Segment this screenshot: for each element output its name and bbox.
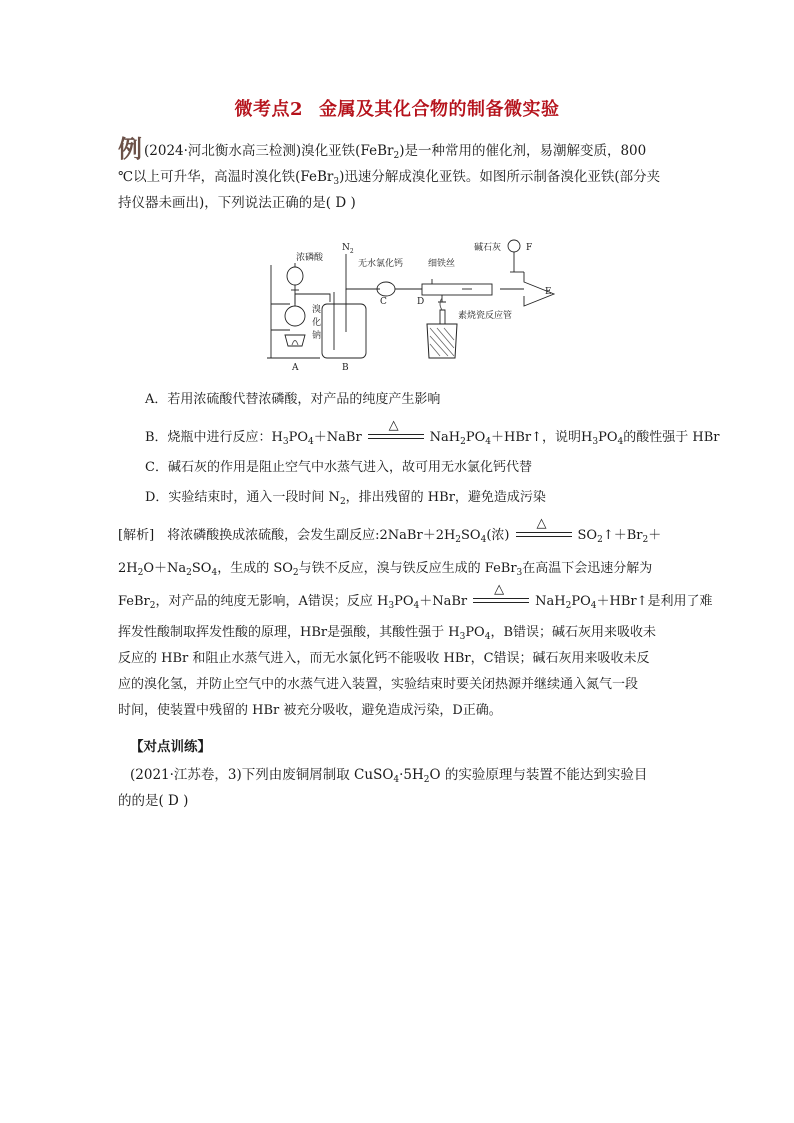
training-heading: 【对点训练】	[130, 739, 211, 755]
example-line-1: 例 (2024·河北衡水高三检测)溴化亚铁(FeBr$_2$)是一种常用的催化剂，易潮解变质，800	[118, 134, 647, 163]
label-A: A	[292, 363, 299, 372]
burner	[427, 298, 457, 358]
analysis-line-3: FeBr$_2$，对产品的纯度无影响，A错误；反应 $H_3PO_4+NaBr$ △ $NaH_2PO_4+HBr↑$是利用了难	[118, 581, 713, 611]
flask-A	[285, 302, 305, 346]
example-line-2: ℃以上可升华，高温时溴化铁(FeBr$_3$)迅速分解成溴化亚铁。如图所示制备溴化亚铁(部分夹	[118, 169, 661, 187]
analysis-line-5: 反应的 HBr 和阻止水蒸气进入，而无水氯化钙不能吸收 HBr，C错误；碱石灰用来吸收未反	[118, 651, 650, 666]
label-nabr-1: 溴	[312, 305, 322, 315]
drying-tube-C	[366, 282, 422, 296]
option-d: D．实验结束时，通入一段时间 $N_2$，排出残留的 HBr，避免造成污染	[145, 490, 546, 507]
example-mark: 例	[118, 134, 142, 163]
analysis-line-7: 时间，使装置中残留的 HBr 被充分吸收，避免造成污染，D正确。	[118, 703, 502, 718]
label-porcelain: 素烧瓷反应管	[458, 311, 513, 321]
option-b: B．烧瓶中进行反应：$H_3PO_4+NaBr$ △ $NaH_2PO_4+HBr↑$，说明$H_3PO_4$的酸性强于 HBr	[145, 417, 720, 447]
analysis-line-1: [解析] 将浓磷酸换成浓硫酸，会发生副反应$:2NaBr+2H_2SO_4$(浓) △ $SO_2↑+Br_2+$	[118, 515, 662, 545]
label-F: F	[526, 243, 533, 253]
label-n2: $N_2$	[342, 243, 354, 255]
analysis-line-6: 应的溴化氢，并防止空气中的水蒸气进入装置，实验结束时要关闭热源并继续通入氮气一段	[118, 677, 639, 692]
label-nabr-2: 化	[312, 318, 322, 328]
answer-options	[145, 385, 720, 513]
label-C: C	[380, 297, 387, 307]
training-line-2: 的的是( D )	[118, 793, 189, 809]
tube-A-B	[295, 294, 330, 302]
heat-arrow: △	[368, 431, 424, 445]
option-c: C．碱石灰的作用是阻止空气中水蒸气进入，故可用无水氯化钙代替	[145, 460, 532, 475]
analysis-line-4: 挥发性酸制取挥发性酸的原理，HBr是强酸，其酸性强于 $H_3PO_4$，B错误；碱石灰用来吸收未	[118, 625, 657, 642]
section-title	[0, 95, 794, 121]
training-line-1: (2021·江苏卷，3)下列由废铜屑制取 $CuSO_4\cdot 5H_2O$ 的实验原理与装置不能达到实验目	[130, 767, 648, 785]
example-question	[118, 136, 678, 216]
title-part1: 微考点2	[234, 99, 304, 120]
analysis	[118, 515, 713, 724]
example-line-3: 持仪器未画出)，下列说法正确的是( D )	[118, 195, 356, 211]
label-cacl2: 无水氯化钙	[358, 259, 404, 269]
reaction-tube-D	[422, 279, 492, 302]
label-soda-lime: 碱石灰	[474, 243, 502, 253]
label-fe-wire: 细铁丝	[428, 259, 456, 269]
label-nabr-3: 钠	[312, 331, 322, 341]
label-B: B	[342, 363, 349, 372]
training-question	[118, 762, 690, 814]
title-part2: 金属及其化合物的制备微实验	[319, 99, 560, 120]
label-E: E	[545, 287, 552, 297]
option-a: A．若用浓硫酸代替浓磷酸，对产品的纯度产生影响	[145, 392, 441, 407]
apparatus-diagram	[262, 232, 562, 372]
drying-tube-F	[508, 240, 520, 272]
analysis-line-2: $2H_2O+Na_2SO_4$，生成的 $SO_2$与铁不反应，溴与铁反应生成的 FeBr$_3$在高温下会迅速分解为	[118, 561, 653, 578]
bottle-B	[322, 254, 380, 358]
label-phosphoric: 浓磷酸	[296, 253, 324, 263]
label-D: D	[417, 297, 425, 307]
